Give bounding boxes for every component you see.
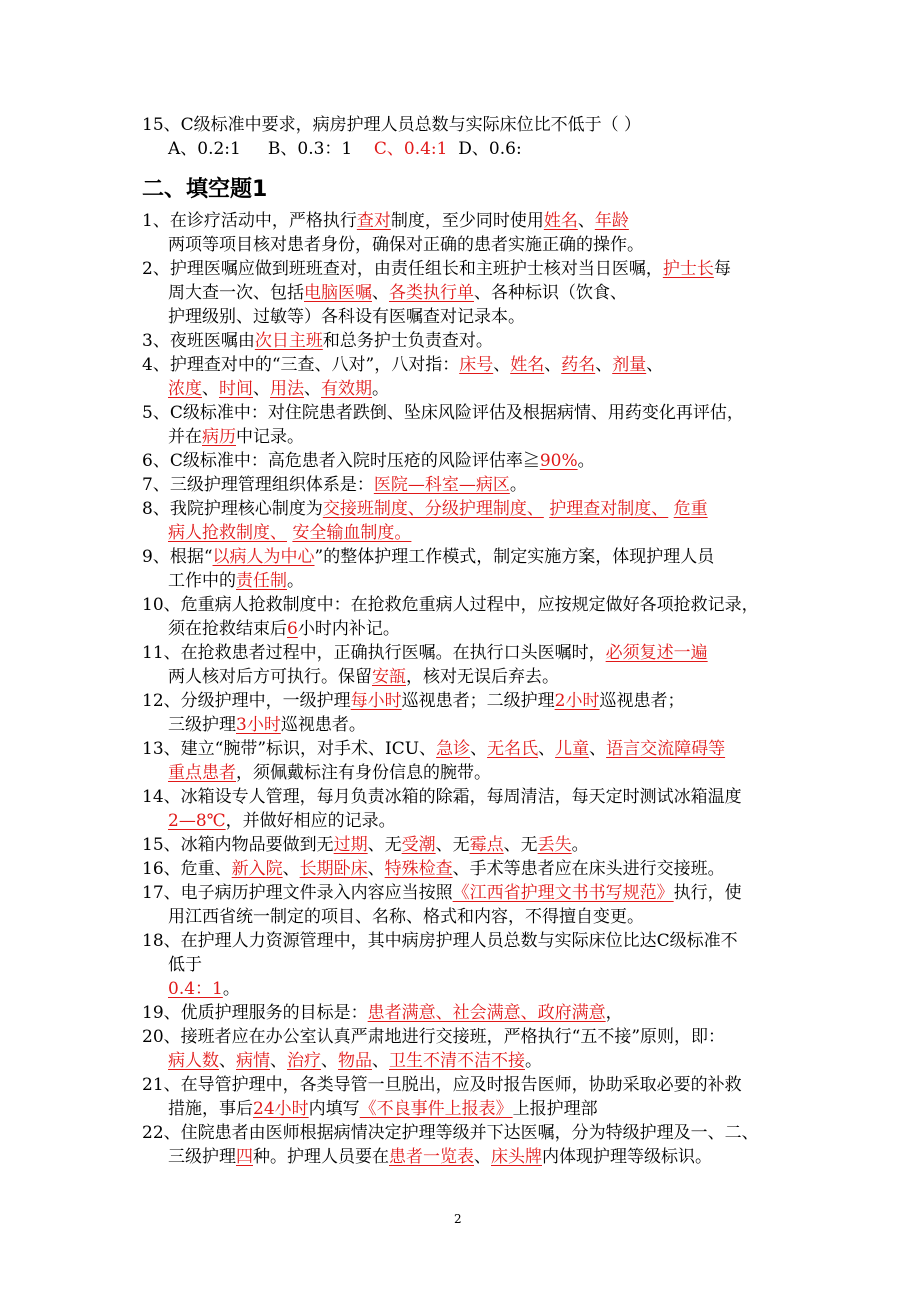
- answer-blank: 病人数: [168, 1051, 219, 1071]
- answer-blank: 医院—科室—病区: [373, 475, 510, 495]
- question-text: 、: [577, 211, 595, 231]
- text-line: [142, 330, 493, 352]
- question-text: 22、住院患者由医师根据病情决定护理等级并下达医嘱，分为特级护理及一、二、: [142, 1123, 759, 1143]
- answer-blank: 丢失: [537, 835, 572, 855]
- question-text: 、: [595, 355, 613, 375]
- question-text: 。: [577, 451, 595, 471]
- mc-question-stem: 15、C级标准中要求，病房护理人员总数与实际床位比不低于（ ）: [142, 115, 642, 135]
- question-text: ，须佩戴标注有身份信息的腕带。: [236, 763, 491, 783]
- question-text: 措施，事后: [168, 1099, 253, 1119]
- question-text: 、手术等患者应在床头进行交接班。: [452, 859, 725, 879]
- question-text: 5、C级标准中：对住院患者跌倒、坠床风险评估及根据病情、用药变化再评估，: [142, 403, 744, 423]
- question-text: 15、冰箱内物品要做到无: [142, 835, 334, 855]
- question-text: 低于: [168, 955, 202, 975]
- text-line: [168, 282, 627, 304]
- option-a: A、0.2:1: [168, 139, 241, 159]
- answer-blank: 病情: [236, 1051, 270, 1071]
- question-text: 两人核对后方可执行。保留: [168, 667, 372, 687]
- question-text: 9、根据“: [142, 547, 213, 567]
- mc-options: [168, 138, 522, 160]
- answer-blank: 过期: [333, 835, 368, 855]
- text-line: [168, 570, 304, 592]
- text-line: [168, 954, 202, 976]
- text-line: [142, 690, 684, 712]
- question-text: 、: [493, 355, 511, 375]
- question-text: 、: [538, 739, 556, 759]
- question-text: 制度，至少同时使用: [390, 211, 544, 231]
- answer-blank: 必须复述一遍: [605, 643, 708, 663]
- answer-blank: 以病人为中心: [212, 547, 315, 567]
- question-text: 须在抢救结束后: [168, 619, 287, 639]
- answer-blank: 床头牌: [491, 1147, 542, 1167]
- question-text: 11、在抢救患者过程中，正确执行医嘱。在执行口头医嘱时，: [142, 643, 606, 663]
- question-text: 。: [509, 475, 527, 495]
- question-text: 10、危重病人抢救制度中：在抢救危重病人过程中，应按规定做好各项抢救记录，: [142, 595, 759, 615]
- question-text: 护理级别、过敏等）各科设有医嘱查对记录本。: [168, 307, 525, 327]
- question-text: 两项等项目核对患者身份，确保对正确的患者实施正确的操作。: [168, 235, 644, 255]
- question-text: 中记录。: [236, 427, 304, 447]
- text-line: [168, 714, 366, 736]
- answer-blank: 年龄: [594, 211, 629, 231]
- answer-blank: 责任制: [236, 571, 287, 591]
- answer-blank: 病历: [202, 427, 236, 447]
- text-line: [142, 642, 708, 664]
- answer-blank: 新入院: [231, 859, 283, 879]
- option-b: B、0.3：1: [267, 139, 353, 159]
- answer-blank: 次日主班: [254, 331, 323, 351]
- answer-blank: 无名氏: [487, 739, 539, 759]
- text-line: [168, 906, 644, 928]
- question-text: 12、分级护理中，一级护理: [142, 691, 351, 711]
- answer-blank: 《江西省护理文书书写规范》: [452, 883, 674, 903]
- option-d: D、0.6:: [458, 139, 522, 159]
- answer-blank: 安全输血制度。: [292, 523, 412, 543]
- text-line: [168, 1098, 598, 1120]
- answer-blank: 《不良事件上报表》: [359, 1099, 513, 1119]
- text-line: [142, 930, 738, 952]
- answer-blank: 特殊检查: [384, 859, 453, 879]
- question-text: 、: [589, 739, 607, 759]
- question-text: 。: [222, 979, 240, 999]
- text-line: [168, 522, 411, 544]
- question-text: 并在: [168, 427, 202, 447]
- question-text: 、: [321, 1051, 338, 1071]
- question-text: 。: [372, 379, 389, 399]
- answer-blank: 语言交流障碍等: [606, 739, 726, 759]
- text-line: [168, 1050, 542, 1072]
- question-text: 13、建立“腕带”标识，对手术、ICU、: [142, 739, 437, 759]
- text-line: [142, 546, 714, 568]
- section-heading: 二、填空题1: [142, 177, 268, 202]
- question-text: 、: [253, 379, 270, 399]
- answer-blank: 四: [236, 1147, 253, 1167]
- text-line: [168, 810, 396, 832]
- question-text: 2、护理医嘱应做到班班查对，由责任组长和主班护士核对当日医嘱，: [142, 259, 663, 279]
- answer-blank: 查对: [356, 211, 391, 231]
- question-text: 巡视患者；二级护理: [401, 691, 555, 711]
- question-text: 每: [713, 259, 731, 279]
- answer-blank: 药名: [561, 355, 596, 375]
- text-line: [142, 354, 663, 376]
- question-text: 用江西省统一制定的项目、名称、格式和内容，不得擅自变更。: [168, 907, 644, 927]
- question-text: 、: [372, 283, 389, 303]
- question-text: 、: [646, 355, 664, 375]
- answer-blank: 2小时: [554, 691, 600, 711]
- question-text: 内填写: [308, 1099, 360, 1119]
- question-text: 、: [270, 1051, 287, 1071]
- question-text: 、: [372, 1051, 389, 1071]
- question-text: 、: [202, 379, 219, 399]
- answer-blank: 用法: [270, 379, 304, 399]
- answer-blank: 安瓿: [372, 667, 406, 687]
- text-line: [142, 594, 759, 616]
- text-line: [168, 618, 400, 640]
- question-text: 、各种标识（饮食、: [474, 283, 627, 303]
- question-text: 、: [367, 859, 385, 879]
- question-text: 。: [571, 835, 589, 855]
- question-text: 、: [282, 859, 300, 879]
- question-text: 19、优质护理服务的目标是：: [142, 1003, 368, 1023]
- question-text: 、: [474, 1147, 491, 1167]
- answer-blank: 患者一览表: [389, 1147, 474, 1167]
- question-text: 3、夜班医嘱由: [142, 331, 255, 351]
- text-line: [142, 1074, 742, 1096]
- answer-blank: 急诊: [436, 739, 471, 759]
- answer-blank: 霉点: [469, 835, 504, 855]
- question-text: 4、护理查对中的“三查、八对”，八对指：: [142, 355, 460, 375]
- question-text: 三级护理: [168, 715, 236, 735]
- answer-blank: 儿童: [555, 739, 590, 759]
- text-line: [142, 834, 589, 856]
- text-line: [168, 762, 491, 784]
- question-text: 、: [219, 1051, 236, 1071]
- answer-blank: 物品: [338, 1051, 372, 1071]
- question-text: 、: [544, 355, 562, 375]
- answer-blank: 卫生不清不洁不接: [389, 1051, 525, 1071]
- question-text: 7、三级护理管理组织体系是：: [142, 475, 374, 495]
- answer-blank: 护士长: [662, 259, 714, 279]
- answer-blank: 病人抢救制度、: [168, 523, 287, 543]
- answer-blank: 每小时: [350, 691, 402, 711]
- question-text: 14、冰箱设专人管理，每月负责冰箱的除霜，每周清洁，每天定时测试冰箱温度: [142, 787, 742, 807]
- question-text: 、无: [503, 835, 538, 855]
- question-text: 8、我院护理核心制度为: [142, 499, 323, 519]
- text-line: [142, 258, 731, 280]
- answer-blank: 各类执行单: [389, 283, 474, 303]
- text-line: [168, 426, 304, 448]
- text-line: [142, 786, 742, 808]
- text-line: [142, 450, 595, 472]
- text-line: [168, 234, 644, 256]
- answer-blank: 患者满意、社会满意、政府满意: [367, 1003, 606, 1023]
- answer-blank: 浓度: [168, 379, 202, 399]
- text-line: [142, 1122, 759, 1144]
- answer-blank: 护理查对制度、: [549, 499, 669, 519]
- answer-blank: 时间: [219, 379, 253, 399]
- answer-blank: 床号: [459, 355, 494, 375]
- answer-blank: 姓名: [543, 211, 578, 231]
- answer-blank: 3小时: [236, 715, 281, 735]
- answer-blank: 受潮: [401, 835, 436, 855]
- question-text: 上报护理部: [512, 1099, 598, 1119]
- text-line: [168, 306, 525, 328]
- text-line: [168, 378, 389, 400]
- question-text: 。: [525, 1051, 542, 1071]
- text-line: [142, 738, 725, 760]
- answer-blank: 24小时: [253, 1099, 309, 1119]
- page-number: 2: [454, 1212, 462, 1226]
- question-text: 18、在护理人力资源管理中，其中病房护理人员总数与实际床位比达C级标准不: [142, 931, 738, 951]
- question-text: 内体现护理等级标识。: [542, 1147, 712, 1167]
- answer-blank: 交接班制度、分级护理制度、: [322, 499, 544, 519]
- text-line: [142, 858, 725, 880]
- question-text: ，并做好相应的记录。: [225, 811, 396, 831]
- answer-blank: 6: [287, 619, 298, 639]
- answer-blank: 危重: [673, 499, 708, 519]
- text-line: [168, 666, 559, 688]
- text-line: [168, 1146, 712, 1168]
- question-text: 、无: [435, 835, 470, 855]
- option-c-answer: C、0.4:1: [373, 139, 448, 159]
- question-text: 、: [470, 739, 488, 759]
- question-text: 执行，使: [673, 883, 742, 903]
- question-text: 21、在导管护理中，各类导管一旦脱出，应及时报告医师，协助采取必要的补救: [142, 1075, 742, 1095]
- text-line: [142, 474, 527, 496]
- question-text: 巡视患者。: [280, 715, 366, 735]
- question-text: ，: [605, 1003, 623, 1023]
- question-text: 、无: [367, 835, 402, 855]
- question-text: ，核对无误后弃去。: [406, 667, 559, 687]
- answer-blank: 2—8℃: [168, 811, 226, 831]
- question-text: 巡视患者；: [599, 691, 685, 711]
- answer-blank: 姓名: [510, 355, 545, 375]
- text-line: [142, 402, 744, 424]
- question-text: 16、危重、: [142, 859, 232, 879]
- text-line: [142, 210, 629, 232]
- question-text: 小时内补记。: [297, 619, 400, 639]
- question-text: ”的整体护理工作模式，制定实施方案，体现护理人员: [314, 547, 715, 567]
- question-text: 种。护理人员要在: [253, 1147, 389, 1167]
- question-text: 20、接班者应在办公室认真严肃地进行交接班，严格执行“五不接”原则，即：: [142, 1027, 726, 1047]
- text-line: [142, 1002, 623, 1024]
- text-line: [142, 882, 742, 904]
- answer-blank: 重点患者: [168, 763, 236, 783]
- answer-blank: 治疗: [287, 1051, 321, 1071]
- question-text: 、: [304, 379, 321, 399]
- answer-blank: 有效期: [321, 379, 372, 399]
- answer-blank: 90%: [539, 451, 578, 471]
- text-line: [142, 498, 708, 520]
- question-text: 1、在诊疗活动中，严格执行: [142, 211, 357, 231]
- question-text: 三级护理: [168, 1147, 236, 1167]
- answer-blank: 长期卧床: [299, 859, 368, 879]
- answer-blank: 电脑医嘱: [304, 283, 372, 303]
- text-line: [142, 1026, 725, 1048]
- question-text: 周大查一次、包括: [168, 283, 304, 303]
- question-text: 。: [287, 571, 304, 591]
- question-text: 工作中的: [168, 571, 236, 591]
- answer-blank: 剂量: [612, 355, 647, 375]
- question-text: 17、电子病历护理文件录入内容应当按照: [142, 883, 453, 903]
- text-line: [168, 978, 240, 1000]
- question-text: 6、C级标准中：高危患者入院时压疮的风险评估率≧: [142, 451, 540, 471]
- answer-blank: 0.4：1: [168, 979, 223, 999]
- question-text: 和总务护士负责查对。: [322, 331, 493, 351]
